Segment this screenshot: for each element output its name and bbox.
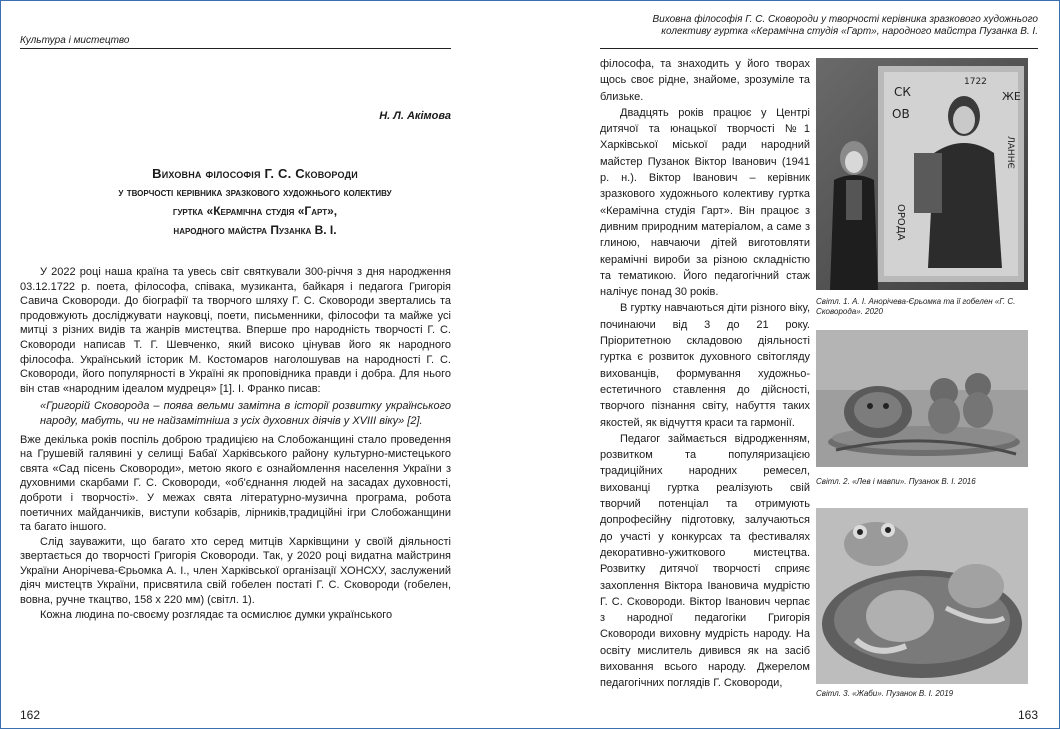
title-line-3: гуртка «Керамічна студія «Гарт», — [172, 204, 338, 218]
paragraph: Слід зауважити, що багато хто серед митців Харківщини у своїй діяльності звертається до творчості Григорія Сковороди. Так, у 2020 році видатна майстриня України Анорічева-Єрьомка А. І., член Харківської організації ХОНСХУ, заслужений діяч мистецтв України, присвятила свій гобелен постаті Г. С. Сковороди (гобелен, вовна, ручне ткацтво, 158 х 220 мм) (світл. 1). — [20, 535, 451, 607]
right-page — [530, 0, 1060, 729]
paragraph: Двадцять років працює у Центрі дитячої та юнацької творчості №1 Харківської міської ради народний майстер Пузанок Віктор Іванович (1941 р. н.). Віктор Іванович – керівник зразкового художнього колективу гуртка «Керамічна студія Гарт». Він працює з дивним природним матеріалом, а саме з глиною, навчаючи дітей виготовляти керамічні вироби за різною складністю та тематикою. Його педагогічний стаж налічує понад 30 років. — [600, 106, 810, 299]
paragraph: Вже декілька років поспіль доброю традицією на Слобожанщині стало проведення на Грушевій галявині у селищі Бабаї Харківського району культурно-мистецького свята «Сад пісень Сковороди», метою якого є ознайомлення населення України з духовними скарбами Г. С. Сковороди, «об'єднання людей на засадах духовності, доброти і творчості». У межах свята літературно-музична програма, робота поетичних майданчиків, виступи кобзарів, лірників,традиційні ігри Слобожанщини та багато іншого. — [20, 433, 451, 534]
page-number-left: 162 — [20, 708, 41, 722]
caption-1: Світл. 1. А. І. Анорічева-Єрьомка та її гобелен «Г. С. Сковорода». 2020 — [816, 297, 1016, 316]
author: Н. Л. Акімова — [379, 110, 451, 122]
tapestry-letter: 1722 — [964, 77, 987, 87]
photo-frogs — [816, 508, 1028, 684]
page-number-right: 163 — [1017, 708, 1038, 722]
header-rule-right — [600, 48, 1038, 49]
header-rule-left — [20, 48, 451, 49]
photo-tapestry — [816, 58, 1028, 290]
article-title — [40, 164, 470, 240]
title-line-2: у творчості керівника зразкового художнього колективу — [118, 185, 392, 199]
title-line-4: народного майстра Пузанка В. І. — [173, 223, 337, 237]
tapestry-letter: ЖЕ — [1002, 90, 1021, 103]
caption-3: Світл. 3. «Жаби». Пузанок В. І. 2019 — [816, 689, 954, 698]
tapestry-letter: СК — [894, 85, 911, 99]
body-text-right — [600, 56, 810, 692]
paragraph: В гуртку навчаються діти різного віку, починаючи від 3 до 21 року. Пріоритетною складовою діяльності гуртка є розвиток духовного світогляду вихованців, формування художньо-естетичного ставлення до дійсності, творчого пізнання світу, набуття таких якостей, як відчуття краси та гармонії. — [600, 302, 810, 429]
caption-2: Світл. 2. «Лев і мавпи». Пузанок В. І. 2016 — [816, 477, 976, 486]
paragraph: Педагог займається відродженням, розвитком та популяризацією традиційних народних ремесел, вихованці гуртка реалізують свій творчий потенціал та отримують допрофесійну підготовку, залучаються до участі у конкурсах та фестивалях декоративно-ужиткового мистецтва. Розвитку дитячої творчості сприяє захоплення Віктора Івановича мудрістю Г. С. Сковороди. Віктор Іванович черпає з народної педагогіки Григорія Сковороди виховну мудрість народу. На освіту мислитель дивився як на засіб виховання всього народу. Джерелом педагогічних поглядів Г. Сковороди, — [600, 432, 810, 690]
paragraph: Кожна людина по-своєму розглядає та осмислює думки українського — [40, 608, 393, 621]
paragraph: філософа, та знаходить у його творах щось своє рідне, знайоме, зрозуміле та близьке. — [600, 58, 810, 103]
title-line-1: Виховна філософія Г. С. Сковороди — [152, 166, 358, 181]
tapestry-letter: ОВ — [892, 107, 910, 121]
quote: «Григорій Сковорода – поява вельми замітна в історії розвитку українського народу, мабуть, чи не найзамітніша з усіх духовних діячів у XVIII віку» [2]. — [40, 400, 451, 427]
photo-lion-monkeys — [816, 330, 1028, 467]
running-head-left: Культура і мистецтво — [20, 35, 130, 46]
tapestry-letter: ОРОДА — [895, 204, 906, 241]
paragraph: У 2022 році наша країна та увесь світ святкували 300-річчя з дня народження 03.12.1722 р. поета, філософа, співака, музиканта, байкаря і педагога Григорія Савича Сковороди. До біографії та творчого шляху Г. С. Сковороди звертались та продовжують досліджувати науковці, поети, письменники, філософи та майже усі митці з різних видів та жанрів мистецтва. Вперше про народність творчості Г. С. Сковороди написав Т. Г. Шевченко, який високо цінував його як народного філософа. Український історик М. Костомаров наголошував на народності Г. С. Сковороди, його популярності в Україні як проповідника правди і добра. Для нього він став «народним ідеалом мудреця» [1]. І. Франко писав: — [20, 266, 451, 395]
tapestry-letter: ЛАННЄ — [1005, 136, 1015, 169]
body-text-left — [20, 265, 451, 622]
running-head-right: Виховна філософія Г. С. Сковороди у творчості керівника зразкового художнього колективу гуртка «Керамічна студія «Гарт», народного майстра Пузанка В. І. — [652, 14, 1038, 37]
